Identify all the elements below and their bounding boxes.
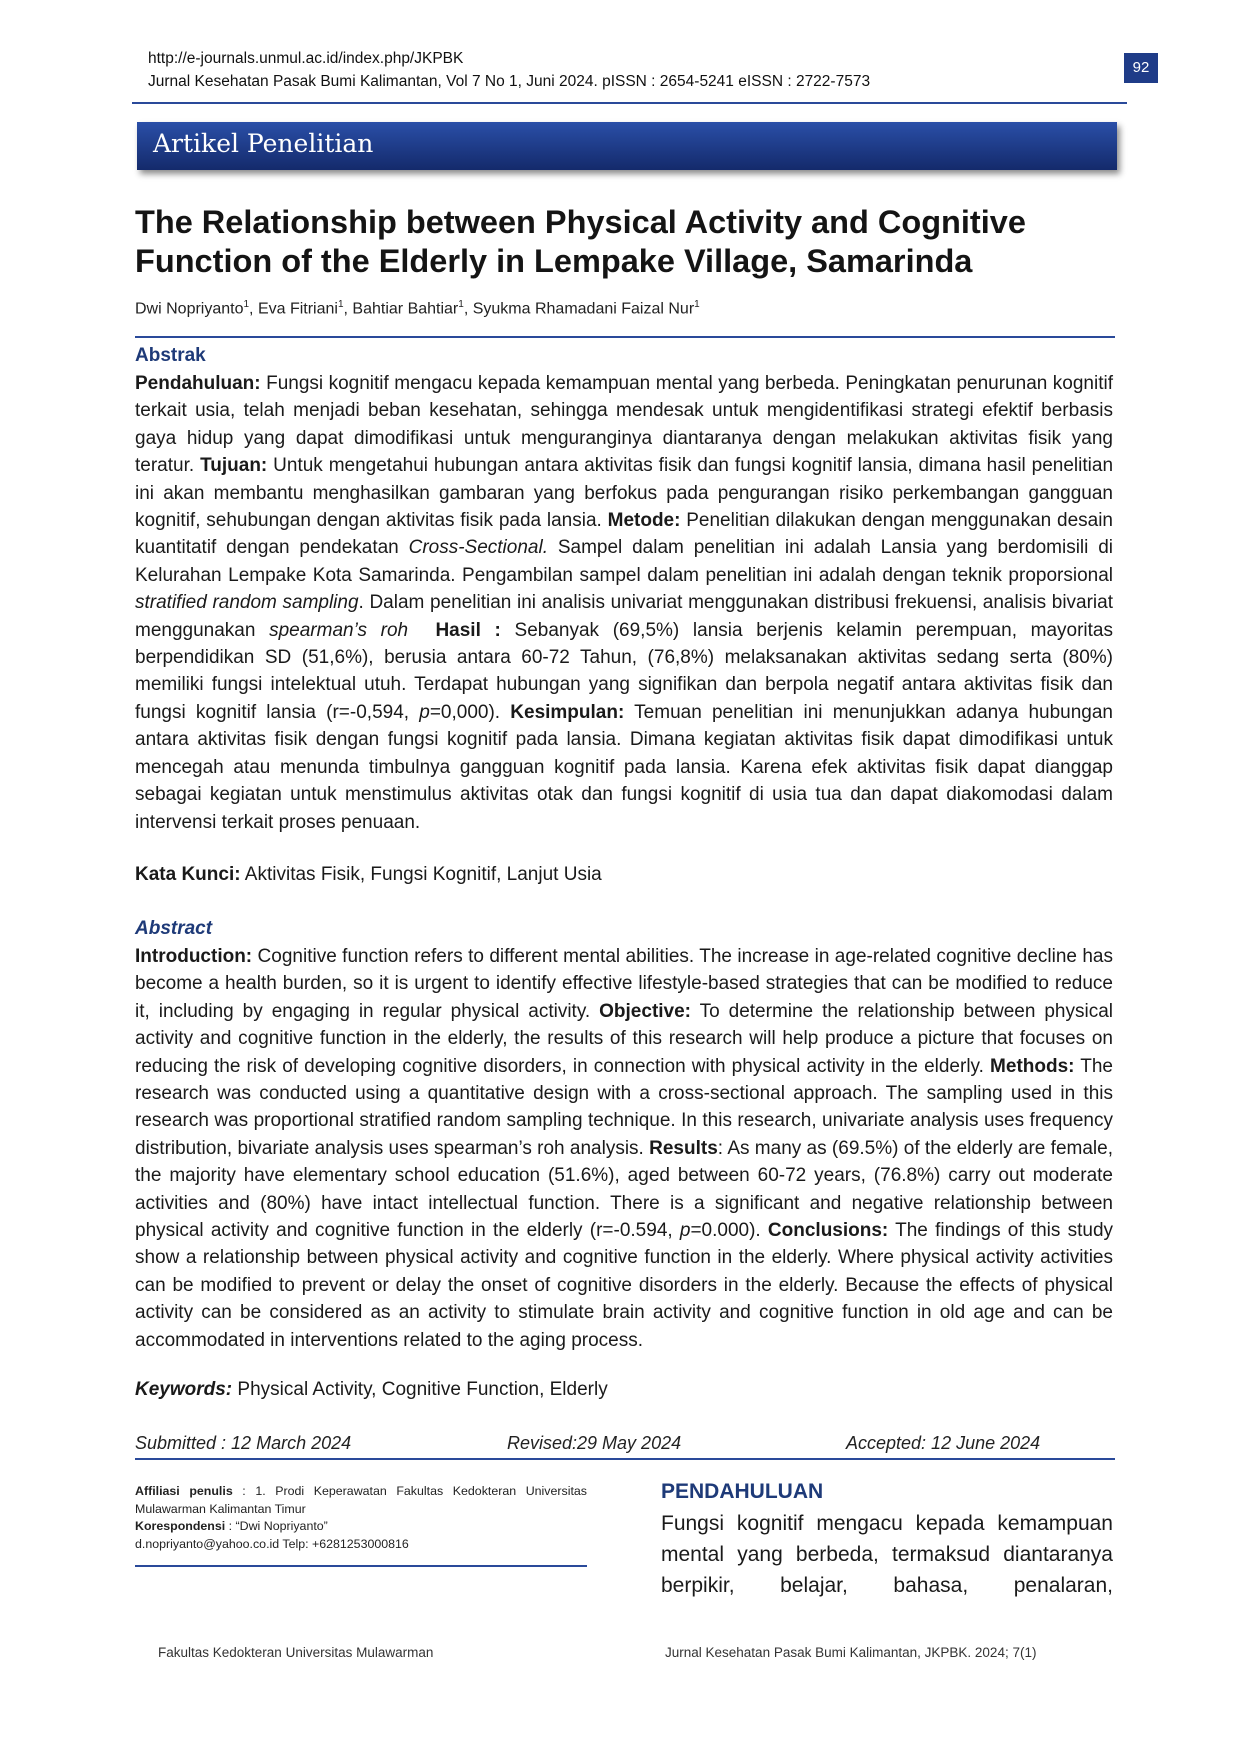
affiliation-label: Affiliasi penulis	[135, 1484, 233, 1498]
author-affiliation-marker: 1	[243, 299, 250, 310]
correspondence-text: : “Dwi Nopriyanto”	[225, 1519, 328, 1533]
article-type-banner	[137, 122, 1117, 170]
hasil-text: Sebanyak (69,5%) lansia berjenis kelamin perempuan, mayoritas berpendidikan SD (51,6%), berusia antara 60-72 Tahun, (76,8%) melaksanakan aktivitas sedang serta (80%) memiliki fungsi intelektual utuh. Terdapat hubungan yang signifikan dan berpola negatif antara aktivitas fisik dan fungsi kognitif lansia (r=-0,594,	[135, 619, 1113, 723]
pendahuluan-label: Pendahuluan:	[135, 373, 261, 394]
pendahuluan-heading: PENDAHULUAN	[661, 1480, 824, 1503]
introduction-label: Introduction:	[135, 946, 253, 967]
journal-url[interactable]: http://e-journals.unmul.ac.id/index.php/JKPBK	[148, 50, 464, 67]
author-name: Bahtiar Bahtiar	[352, 300, 459, 318]
author-affiliation-marker: 1	[458, 299, 464, 310]
keywords-text: Physical Activity, Cognitive Function, Elderly	[232, 1379, 608, 1400]
article-title: The Relationship between Physical Activity and Cognitive Function of the Elderly in Lempake Village, Samarinda	[135, 204, 1026, 279]
methods-text: The research was conducted using a quantitative design with a cross-sectional approach. The sampling used in this research was proportional stratified random sampling technique. In this research, univariate analysis uses frequency distribution, bivariate analysis uses spearman’s roh analysis.	[135, 1055, 1114, 1159]
contact-email-phone[interactable]: d.nopriyanto@yahoo.co.id Telp: +6281253000816	[135, 1536, 409, 1551]
abstract-body	[135, 943, 1113, 1354]
kata-kunci-label: Kata Kunci:	[135, 864, 241, 885]
results-label: Results	[649, 1137, 718, 1159]
author-list: Dwi Nopriyanto$^1$, Eva Fitriani$^1$, Bahtiar Bahtiar$^1$, Syukma Rhamadani Faizal Nur$^1$	[135, 299, 700, 318]
affiliation-divider	[135, 1565, 587, 1567]
metode-italic-term: spearman’s roh	[269, 619, 409, 641]
dates-divider	[135, 1458, 1115, 1460]
introduction-text: Cognitive function refers to different mental abilities. The increase in age-related cognitive decline has become a health burden, so it is urgent to identify effective lifestyle-based strategies that can be modified to reduce it, including by engaging in regular physical activity.	[135, 946, 1113, 1022]
affiliation-text: : 1. Prodi Keperawatan Fakultas Kedokteran Universitas Mulawarman Kalimantan Timur	[135, 1484, 587, 1516]
author-affiliation-marker: 1	[337, 299, 344, 310]
hasil-text: =0,000).	[429, 701, 511, 723]
tujuan-label: Tujuan:	[200, 455, 268, 477]
metode-text: Penelitian dilakukan dengan menggunakan desain kuantitatif dengan pendekatan	[135, 510, 1113, 559]
article-type-label: Artikel Penelitian	[153, 129, 374, 158]
author-name: Dwi Nopriyanto	[135, 300, 244, 318]
kesimpulan-text: Temuan penelitian ini menunjukkan adanya hubungan antara aktivitas fisik dengan fungsi kognitif pada lansia. Dimana kegiatan aktivitas fisik dapat dimodifikasi untuk mencegah atau menunda timbulnya gangguan kognitif pada lansia. Karena efek aktivitas fisik dapat dianggap sebagai kegiatan untuk menstimulus aktivitas otak dan fungsi kognitif di usia tua dan dapat diakomodasi dalam intervensi terkait proses penuaan.	[135, 701, 1113, 833]
keywords-label: Keywords:	[135, 1379, 233, 1400]
correspondence-label: Korespondensi	[135, 1519, 226, 1533]
conclusions-text: The findings of this study show a relationship between physical activity and cognitive function in the elderly. Where physical activity activities can be modified to prevent or delay the onset of cognitive disorders in the elderly. Because the effects of physical activity can be considered as an activity to stimulate brain activity and cognitive function in old age and can be accommodated in interventions related to the aging process.	[135, 1220, 1114, 1351]
kata-kunci-line	[135, 864, 602, 886]
pendahuluan-text: Fungsi kognitif mengacu kepada kemampuan mental yang berbeda. Peningkatan penurunan kognitif terkait usia, telah menjadi beban kesehatan, sehingga mendesak untuk mengidentifikasi strategi efektif berbasis gaya hidup yang dapat dimodifikasi untuk menguranginya diantaranya dengan melakukan aktivitas fisik yang teratur.	[135, 373, 1113, 477]
keywords-line	[135, 1379, 608, 1401]
accepted-date: Accepted: 12 June 2024	[846, 1433, 1041, 1453]
metode-text: . Dalam penelitian ini analisis univariat menggunakan distribusi frekuensi, analisis bivariat menggunakan	[135, 592, 1114, 641]
p-value-symbol: p	[419, 701, 430, 723]
objective-text: To determine the relationship between physical activity and cognitive function in the elderly, the results of this research will help produce a picture that focuses on reducing the risk of developing cognitive disorders, in connection with physical activity in the elderly.	[135, 1000, 1113, 1077]
revised-date: Revised:29 May 2024	[507, 1433, 682, 1453]
results-text: : As many as (69.5%) of the elderly are female, the majority have elementary school education (51.6%), aged between 60-72 years, (76.8%) carry out moderate activities and (80%) have intact intellectual function. There is a significant and negative relationship between physical activity and cognitive function in the elderly (r=-0.594,	[135, 1137, 1113, 1242]
abstrak-body	[135, 370, 1113, 836]
header-divider	[132, 102, 1127, 104]
abstract-heading: Abstract	[135, 918, 213, 939]
metode-text: Sampel dalam penelitian ini adalah Lansia yang berdomisili di Kelurahan Lempake Kota Samarinda. Pengambilan sampel dalam penelitian ini adalah dengan teknik proporsional	[135, 537, 1113, 586]
metode-italic-term: Cross-Sectional.	[408, 537, 548, 559]
page-number-badge: 92	[1124, 53, 1158, 83]
conclusions-label: Conclusions:	[767, 1220, 889, 1242]
author-name: Syukma Rhamadani Faizal Nur	[472, 300, 695, 318]
hasil-label: Hasil :	[435, 619, 501, 641]
footer-faculty: Fakultas Kedokteran Universitas Mulawarman	[158, 1645, 434, 1660]
p-value-symbol: p	[679, 1220, 691, 1242]
author-name: Eva Fitriani	[257, 300, 338, 318]
pendahuluan-body: Fungsi kognitif mengacu kepada kemampuan mental yang berbeda, termaksud diantaranya berpikir, belajar, bahasa, penalaran,	[661, 1512, 1113, 1597]
methods-label: Methods:	[990, 1055, 1075, 1077]
metode-label: Metode:	[607, 510, 681, 532]
objective-label: Objective:	[599, 1000, 692, 1022]
authors-divider	[135, 336, 1115, 338]
abstrak-heading: Abstrak	[135, 345, 206, 366]
results-text: =0.000).	[690, 1220, 768, 1242]
submitted-date: Submitted : 12 March 2024	[135, 1433, 352, 1453]
affiliation-note	[135, 1483, 587, 1553]
footer-journal-citation: Jurnal Kesehatan Pasak Bumi Kalimantan, JKPBK. 2024; 7(1)	[665, 1645, 1037, 1660]
journal-citation-line: Jurnal Kesehatan Pasak Bumi Kalimantan, Vol 7 No 1, Juni 2024. pISSN : 2654-5241 eISSN : 2722-7573	[148, 73, 871, 90]
kata-kunci-text: Aktivitas Fisik, Fungsi Kognitif, Lanjut Usia	[240, 864, 602, 885]
kesimpulan-label: Kesimpulan:	[510, 701, 625, 723]
author-affiliation-marker: 1	[694, 299, 700, 310]
tujuan-text: Untuk mengetahui hubungan antara aktivitas fisik dan fungsi kognitif lansia, dimana hasil penelitian ini akan membantu menghasilkan gambaran yang berfokus pada pengurangan risiko perkembangan gangguan kognitif, sehubungan dengan aktivitas fisik pada lansia.	[135, 455, 1114, 532]
metode-italic-term: stratified random sampling	[135, 592, 359, 614]
